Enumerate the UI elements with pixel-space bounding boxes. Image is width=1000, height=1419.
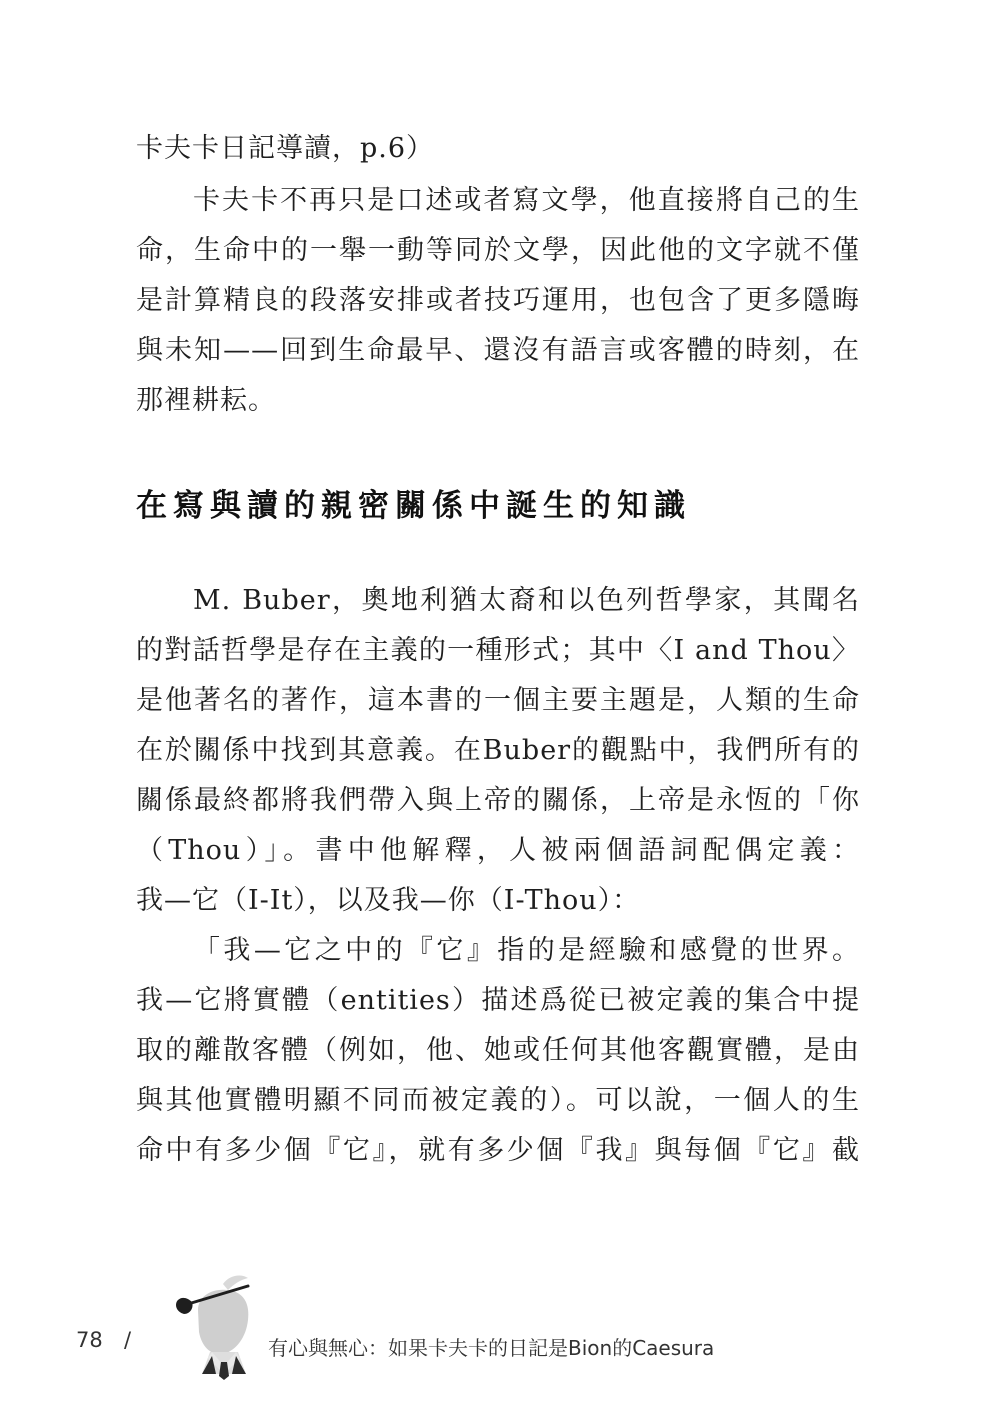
page-footer — [0, 1270, 1000, 1419]
text-line: （Thou）」。書中他解釋，人被兩個語詞配偶定義： — [136, 835, 860, 866]
text-line: 命中有多少個『它』，就有多少個『我』與每個『它』截 — [136, 1135, 860, 1166]
text-line: 我—它（I-It），以及我—你（I-Thou）： — [136, 885, 641, 916]
text-line: 是他著名的著作，這本書的一個主要主題是，人類的生命 — [136, 685, 860, 716]
section-heading: 在寫與讀的親密關係中誕生的知識 — [136, 488, 691, 524]
book-title: 有心與無心：如果卡夫卡的日記是Bion的Caesura — [268, 1336, 715, 1360]
paragraph-continuation — [136, 124, 860, 174]
paragraph-kafka-literature — [136, 176, 860, 426]
text-line: M. Buber，奧地利猶太裔和以色列哲學家，其聞名 — [193, 585, 860, 616]
text-line: 我—它將實體（entities）描述爲從已被定義的集合中提 — [136, 985, 860, 1016]
text-line: 那裡耕耘。 — [136, 385, 276, 416]
text-line: 命，生命中的一舉一動等同於文學，因此他的文字就不僅 — [136, 235, 860, 266]
text-line: 與未知——回到生命最早、還沒有語言或客體的時刻，在 — [136, 335, 860, 366]
paragraph-buber — [136, 576, 860, 926]
text-line: 與其他實體明顯不同而被定義的）。可以說，一個人的生 — [136, 1085, 860, 1116]
text-line: 卡夫卡不再只是口述或者寫文學，他直接將自己的生 — [193, 185, 860, 216]
paragraph-i-it — [136, 926, 860, 1176]
text-line: 卡夫卡日記導讀，p.6） — [136, 133, 435, 164]
text-line: 關係最終都將我們帶入與上帝的關係，上帝是永恆的「你 — [136, 785, 860, 816]
text-line: 取的離散客體（例如，他、她或任何其他客觀實體，是由 — [136, 1035, 860, 1066]
text-line: 「我—它之中的『它』指的是經驗和感覺的世界。 — [193, 935, 860, 966]
text-line: 在於關係中找到其意義。在Buber的觀點中，我們所有的 — [136, 735, 860, 766]
page-number: 78 — [76, 1328, 103, 1352]
hand-shape — [176, 1298, 193, 1314]
kafka-figure-illustration — [168, 1270, 268, 1380]
page-number-separator: / — [124, 1328, 132, 1352]
text-line: 是計算精良的段落安排或者技巧運用，也包含了更多隱晦 — [136, 285, 860, 316]
text-line: 的對話哲學是存在主義的一種形式；其中〈I and Thou〉 — [136, 635, 860, 666]
